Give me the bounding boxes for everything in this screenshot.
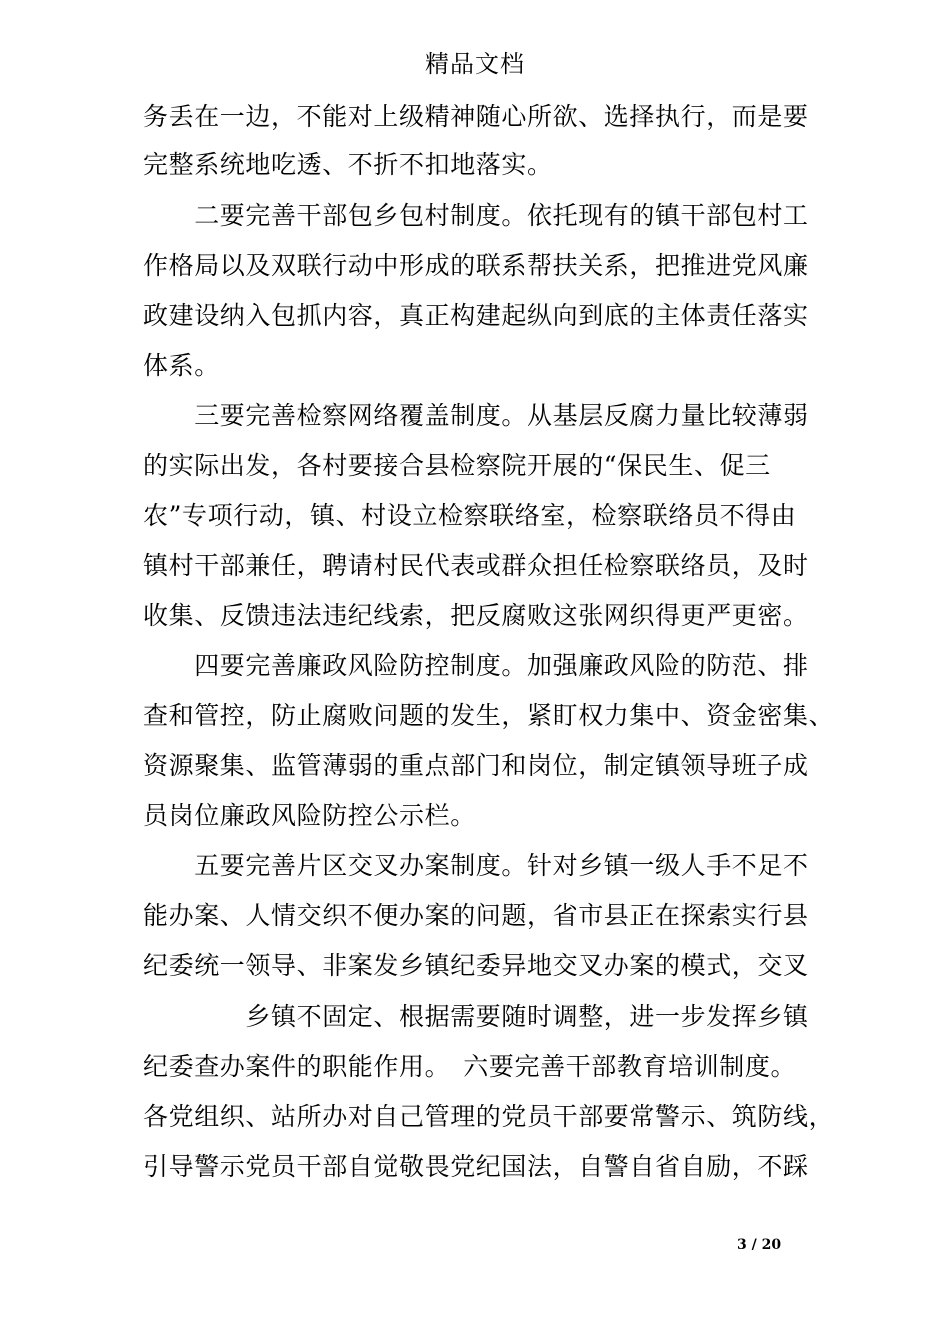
- body-text-line: 纪委查办案件的职能作用。 六要完善干部教育培训制度。: [143, 1052, 797, 1081]
- body-text-line: 各党组织、站所办对自己管理的党员干部要常警示、筑防线，: [143, 1102, 835, 1131]
- body-text-line: 的实际出发，各村要接合县检察院开展的“保民生、促三: [143, 451, 771, 480]
- body-text-line: 员岗位廉政风险防控公示栏。: [143, 801, 476, 830]
- body-text-line: 体系。: [143, 351, 220, 380]
- body-text-line: 四要完善廉政风险防控制度。加强廉政风险的防范、排: [143, 651, 809, 680]
- body-text-line: 二要完善干部包乡包村制度。依托现有的镇干部包村工: [143, 201, 809, 230]
- body-text-line: 政建设纳入包抓内容，真正构建起纵向到底的主体责任落实: [143, 301, 809, 330]
- body-text-line: 完整系统地吃透、不折不扣地落实。: [143, 150, 553, 179]
- body-text-line: 作格局以及双联行动中形成的联系帮扶关系，把推进党风廉: [143, 251, 809, 280]
- page-header-title: 精品文档: [425, 50, 525, 78]
- body-text-line: 纪委统一领导、非案发乡镇纪委异地交叉办案的模式，交叉: [143, 951, 809, 980]
- body-text-line: 查和管控，防止腐败问题的发生，紧盯权力集中、资金密集、: [143, 701, 835, 730]
- body-text-line: 五要完善片区交叉办案制度。针对乡镇一级人手不足不: [143, 851, 809, 880]
- page-number: 3 / 20: [737, 1237, 782, 1253]
- body-text-line: 引导警示党员干部自觉敬畏党纪国法，自警自省自励，不踩: [143, 1152, 809, 1181]
- body-text-line: 务丢在一边，不能对上级精神随心所欲、选择执行，而是要: [143, 102, 809, 131]
- body-text-line: 农”专项行动，镇、村设立检察联络室，检察联络员不得由: [143, 501, 797, 530]
- body-text-line: 三要完善检察网络覆盖制度。从基层反腐力量比较薄弱: [143, 401, 809, 430]
- body-text-line: 收集、反馈违法违纪线索，把反腐败这张网织得更严更密。: [143, 601, 809, 630]
- body-text-line: 资源聚集、监管薄弱的重点部门和岗位，制定镇领导班子成: [143, 751, 809, 780]
- body-text-line: 乡镇不固定、根据需要随时调整，进一步发挥乡镇: [143, 1002, 809, 1031]
- body-text-line: 能办案、人情交织不便办案的问题，省市县正在探索实行县: [143, 901, 809, 930]
- body-text-line: 镇村干部兼任，聘请村民代表或群众担任检察联络员，及时: [143, 551, 809, 580]
